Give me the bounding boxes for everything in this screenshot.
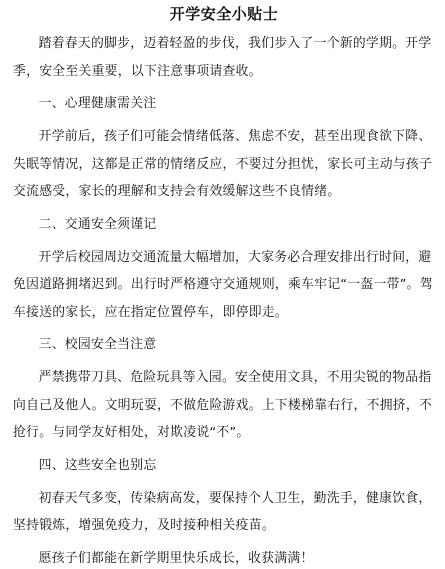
section-body-psychological-health: 开学前后，孩子们可能会情绪低落、焦虑不安，甚至出现食欲下降、失眠等情况，这都是正常的情绪反应，不要过分担忧，家长可主动与孩子交流感受，家长的理解和支持会有效缓解这些不良情绪。: [13, 129, 433, 199]
closing-paragraph: 愿孩子们都能在新学期里快乐成长，收获满满！: [38, 550, 314, 566]
section-heading-traffic-safety: 二、交通安全须谨记: [38, 216, 157, 232]
document-title: 开学安全小贴士: [169, 5, 279, 23]
section-heading-other-safety: 四、这些安全也别忘: [38, 457, 157, 473]
section-body-traffic-safety: 开学后校园周边交通流量大幅增加，大家务必合理安排出行时间，避免因道路拥堵迟到。出行时严格遵守交通规则，乘车牢记“一盔一带”。驾车接送的家长，应在指定位置停车，即停即走。: [13, 249, 433, 320]
section-heading-psychological-health: 一、心理健康需关注: [38, 96, 157, 111]
section-body-other-safety: 初春天气多变，传染病高发，要保持个人卫生，勤洗手，健康饮食，坚持锻炼，增强免疫力，及时接种相关疫苗。: [13, 490, 432, 533]
section-heading-campus-safety: 三、校园安全当注意: [38, 337, 157, 352]
section-body-campus-safety: 严禁携带刀具、危险玩具等入园。安全使用文具，不用尖锐的物品指向自己及他人。文明玩耍，不做危险游戏。上下楼梯靠右行，不拥挤，不抢行。与同学友好相处，对欺凌说“不”。: [13, 370, 433, 440]
intro-paragraph: 踏着春天的脚步，迈着轻盈的步伐，我们步入了一个新的学期。开学季，安全至关重要，以下注意事项请查收。: [13, 36, 432, 79]
